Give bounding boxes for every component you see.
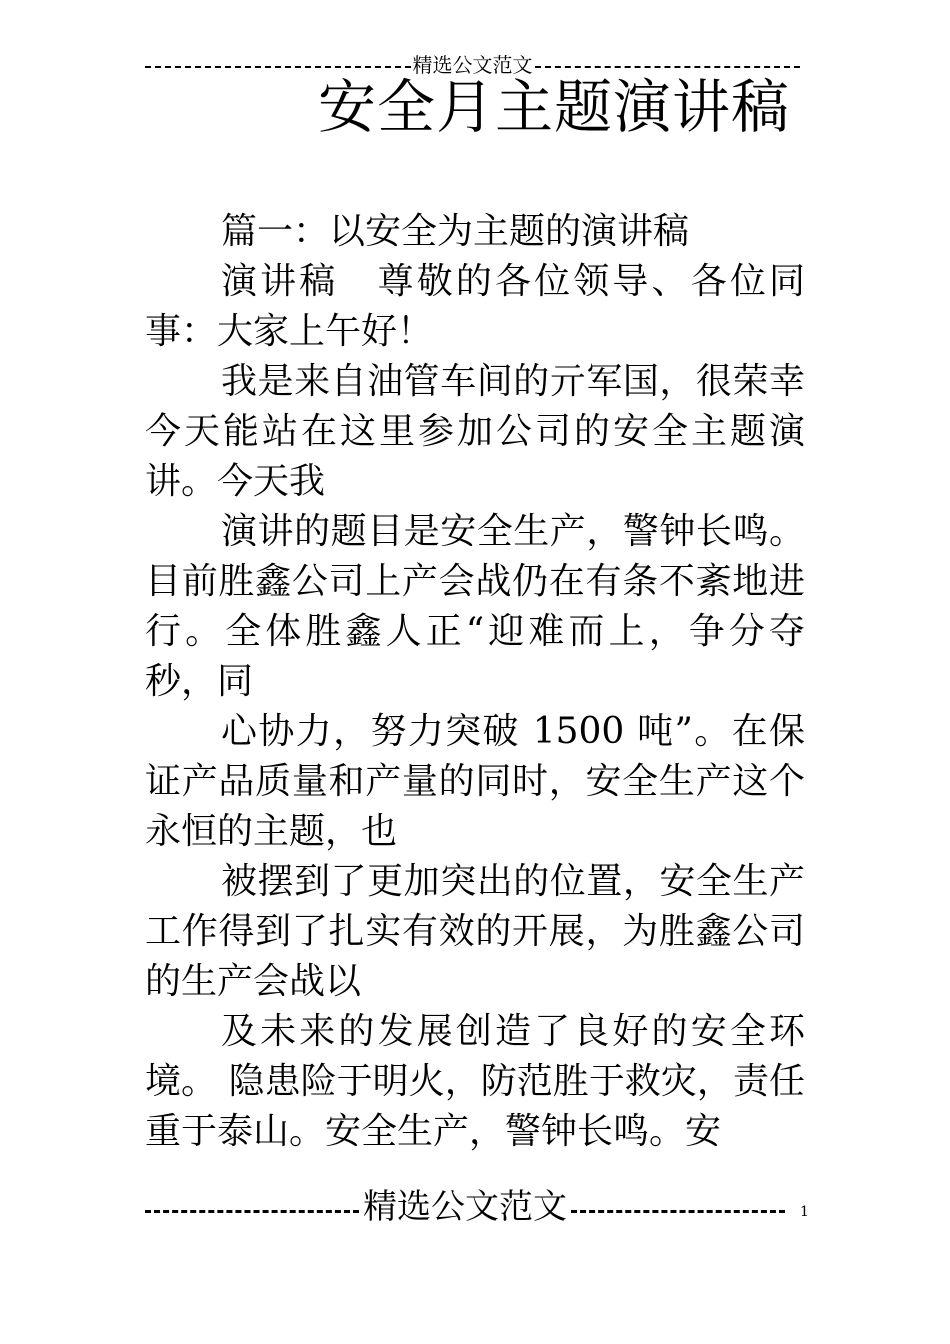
footer-label: 精选公文范文 (363, 1187, 567, 1227)
page-number: 1 (800, 1204, 809, 1220)
footer-dash-left (145, 1210, 359, 1213)
paragraph: 被摆到了更加突出的位置，安全生产工作得到了扎实有效的开展，为胜鑫公司的生产会战以 (145, 861, 805, 1002)
paragraph: 心协力，努力突破 1500 吨”。在保证产品质量和产量的同时，安全生产这个永恒的主题，也 (145, 711, 805, 852)
paragraph: 我是来自油管车间的亓军国，很荣幸今天能站在这里参加公司的安全主题演讲。今天我 (145, 361, 805, 502)
header-dash-right (535, 66, 801, 68)
paragraph: 演讲稿 尊敬的各位领导、各位同事：大家上午好！ (145, 261, 805, 352)
paragraph: 篇一：以安全为主题的演讲稿 (221, 211, 690, 252)
paragraph: 及未来的发展创造了良好的安全环境。 隐患险于明火，防范胜于救灾，责任重于泰山。安全生产，警钟长鸣。安 (145, 1011, 805, 1152)
document-body (145, 207, 805, 1157)
page-footer (145, 1182, 785, 1232)
header-label: 精选公文范文 (412, 53, 533, 77)
document-title: 安全月主题演讲稿 (318, 73, 791, 141)
paragraph: 演讲的题目是安全生产，警钟长鸣。目前胜鑫公司上产会战仍在有条不紊地进行。全体胜鑫人正“迎难而上，争分夺秒，同 (145, 511, 805, 702)
header-dash-left (145, 66, 411, 68)
footer-dash-right (571, 1210, 785, 1213)
